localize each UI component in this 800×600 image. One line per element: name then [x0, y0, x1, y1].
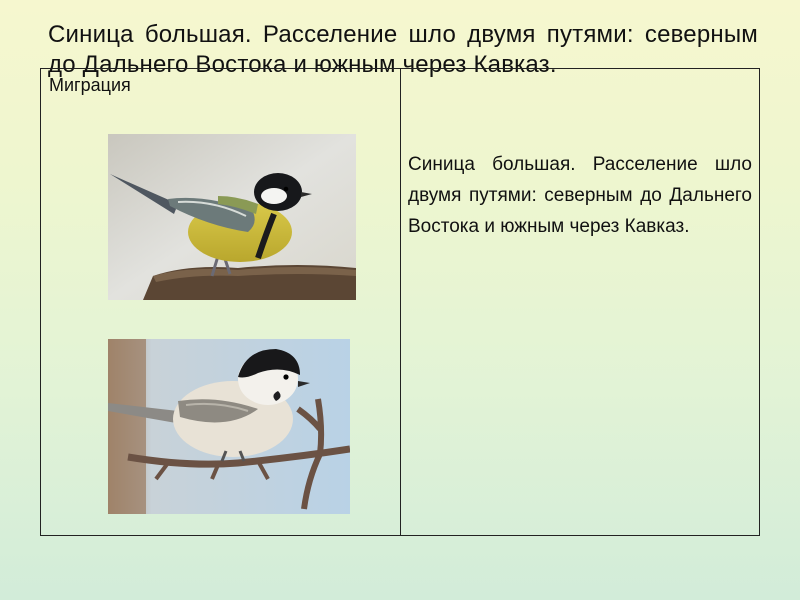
- content-table: [40, 68, 760, 536]
- willow-tit-photo: [108, 339, 350, 514]
- species-description: Синица большая. Расселение шло двумя путями: северным до Дальнего Востока и южным через Кавказ.: [408, 154, 752, 237]
- column-header-migration: Миграция: [49, 75, 131, 95]
- slide-title: Синица большая. Расселение шло двумя путями: северным до Дальнего Востока и южным через Кавказ.: [48, 21, 758, 78]
- table-column-text: [401, 69, 759, 535]
- table-column-images: [41, 69, 401, 535]
- great-tit-photo: [108, 134, 356, 300]
